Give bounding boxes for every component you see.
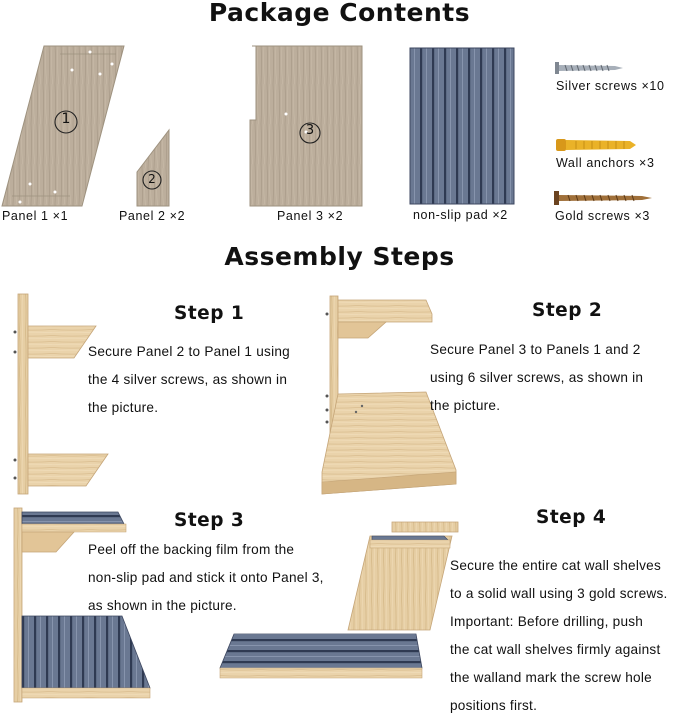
gold-screws-label: Gold screws ×3 (555, 209, 650, 223)
wall-anchors-label: Wall anchors ×3 (556, 156, 655, 170)
step-4-title: Step 4 (536, 507, 607, 528)
gold-screw-icon (554, 190, 654, 206)
silver-screws-label: Silver screws ×10 (556, 79, 665, 93)
panel-3-label: Panel 3 ×2 (277, 209, 344, 223)
step-1-title: Step 1 (174, 303, 245, 324)
wall-anchor-icon (556, 137, 638, 153)
non-slip-pad-label: non-slip pad ×2 (413, 208, 508, 222)
silver-screw-icon (555, 60, 625, 76)
panel-3-marker: 3 (305, 123, 315, 138)
assembly-steps-title: Assembly Steps (224, 242, 455, 271)
panel-1-label: Panel 1 ×1 (2, 209, 69, 223)
step-1-text: Secure Panel 2 to Panel 1 using the 4 silver screws, as shown in the picture. (88, 344, 290, 415)
step-2-text: Secure Panel 3 to Panels 1 and 2 using 6 silver screws, as shown in the picture. (430, 342, 644, 413)
step-3-title: Step 3 (174, 510, 245, 531)
package-contents-title: Package Contents (208, 0, 471, 27)
panel-2-label: Panel 2 ×2 (119, 209, 186, 223)
step-3-text: Peel off the backing film from the non-slip pad and stick it onto Panel 3, as shown in the picture. (88, 542, 324, 613)
panel-2-marker: 2 (148, 172, 156, 186)
step-2-title: Step 2 (532, 300, 603, 321)
panel-2-image (135, 128, 175, 208)
step-4-image (220, 518, 452, 684)
step-4-text: Secure the entire cat wall shelves to a solid wall using 3 gold screws. Important: Before drilling, push the cat wall shelves firmly against the walland mark the screw hole positions first. (450, 558, 668, 713)
non-slip-pad-image (408, 46, 518, 206)
panel-1-marker: 1 (61, 111, 71, 127)
